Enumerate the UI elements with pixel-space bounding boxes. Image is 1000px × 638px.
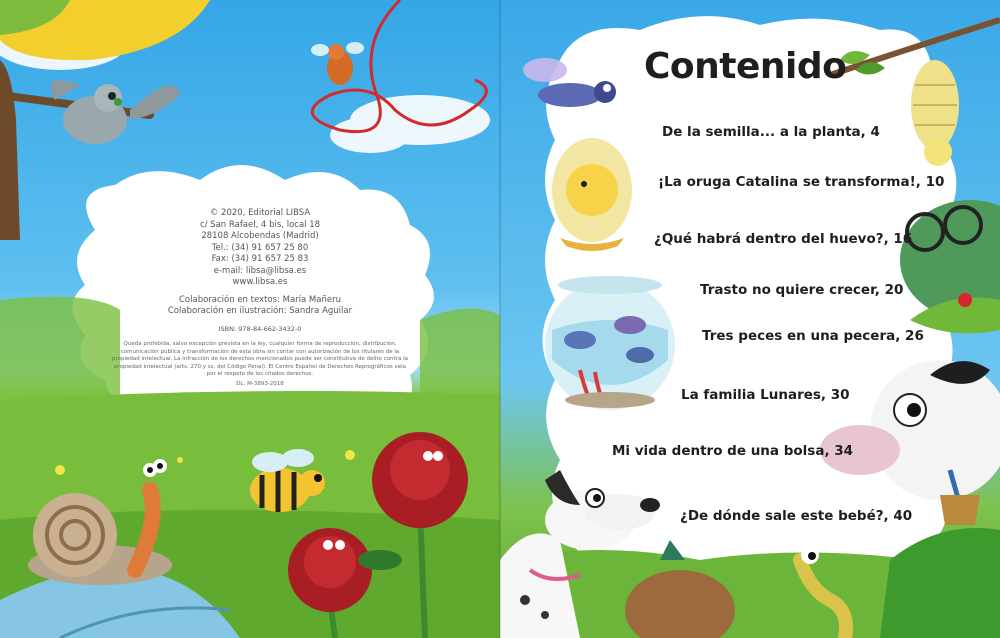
colophon-text: [110, 208, 410, 388]
contents-illustration: [500, 0, 1000, 638]
credits: [110, 295, 410, 318]
publisher-line: e-mail: libsa@libsa.es: [213, 265, 307, 276]
contents-page: [500, 0, 1000, 638]
book-spine: [499, 0, 501, 638]
contents-entry[interactable]: Tres peces en una pecera, 26: [702, 328, 924, 344]
publisher-line: c/ San Rafael, 4 bis, local 18: [199, 219, 321, 230]
pigeon-illustration: [51, 80, 180, 144]
publisher-info: [110, 208, 410, 289]
publisher-line: Tel.: (34) 91 657 25 80: [211, 242, 309, 253]
contents-entry[interactable]: De la semilla... a la planta, 4: [662, 124, 880, 140]
contents-entry[interactable]: Trasto no quiere crecer, 20: [700, 282, 904, 298]
contents-entry[interactable]: La familia Lunares, 30: [681, 387, 850, 403]
publisher-line: www.libsa.es: [232, 277, 288, 287]
contents-entry[interactable]: Mi vida dentro de una bolsa, 34: [612, 443, 854, 459]
flying-bug-illustration: [311, 42, 364, 85]
publisher-line: Fax: (34) 91 657 25 83: [211, 254, 309, 264]
publisher-line: © 2020, Editorial LIBSA: [209, 208, 311, 218]
legal-notice: Queda prohibida, salvo excepción prevista en la ley, cualquier forma de reproducción, distribución, comunicación pública y transformación de esta obra sin contar con autorización de los titulares de la propiedad intelectual. La infracción de los derechos mencionados puede ser constitutiva de delito contra la propiedad intelectual (arts. 270 y ss. del Código Penal). El Centro Español de Derechos Reprográficos vela por el respeto de los citados derechos.: [112, 341, 408, 377]
credits-line: Colaboración en ilustración: Sandra Aguilar: [167, 306, 353, 316]
credits-line: Colaboración en textos: María Mañeru: [179, 294, 341, 305]
contents-entry[interactable]: ¿De dónde sale este bebé?, 40: [680, 508, 913, 524]
isbn: ISBN: 978-84-662-3432-0: [218, 324, 302, 333]
legal-deposit: DL: M-3893-2018: [236, 380, 284, 387]
contents-title: Contenido: [644, 46, 847, 87]
contents-entry[interactable]: ¿Qué habrá dentro del huevo?, 16: [654, 231, 913, 247]
contents-entry[interactable]: ¡La oruga Catalina se transforma!, 10: [658, 174, 945, 190]
publisher-line: 28108 Alcobendas (Madrid): [201, 231, 319, 241]
